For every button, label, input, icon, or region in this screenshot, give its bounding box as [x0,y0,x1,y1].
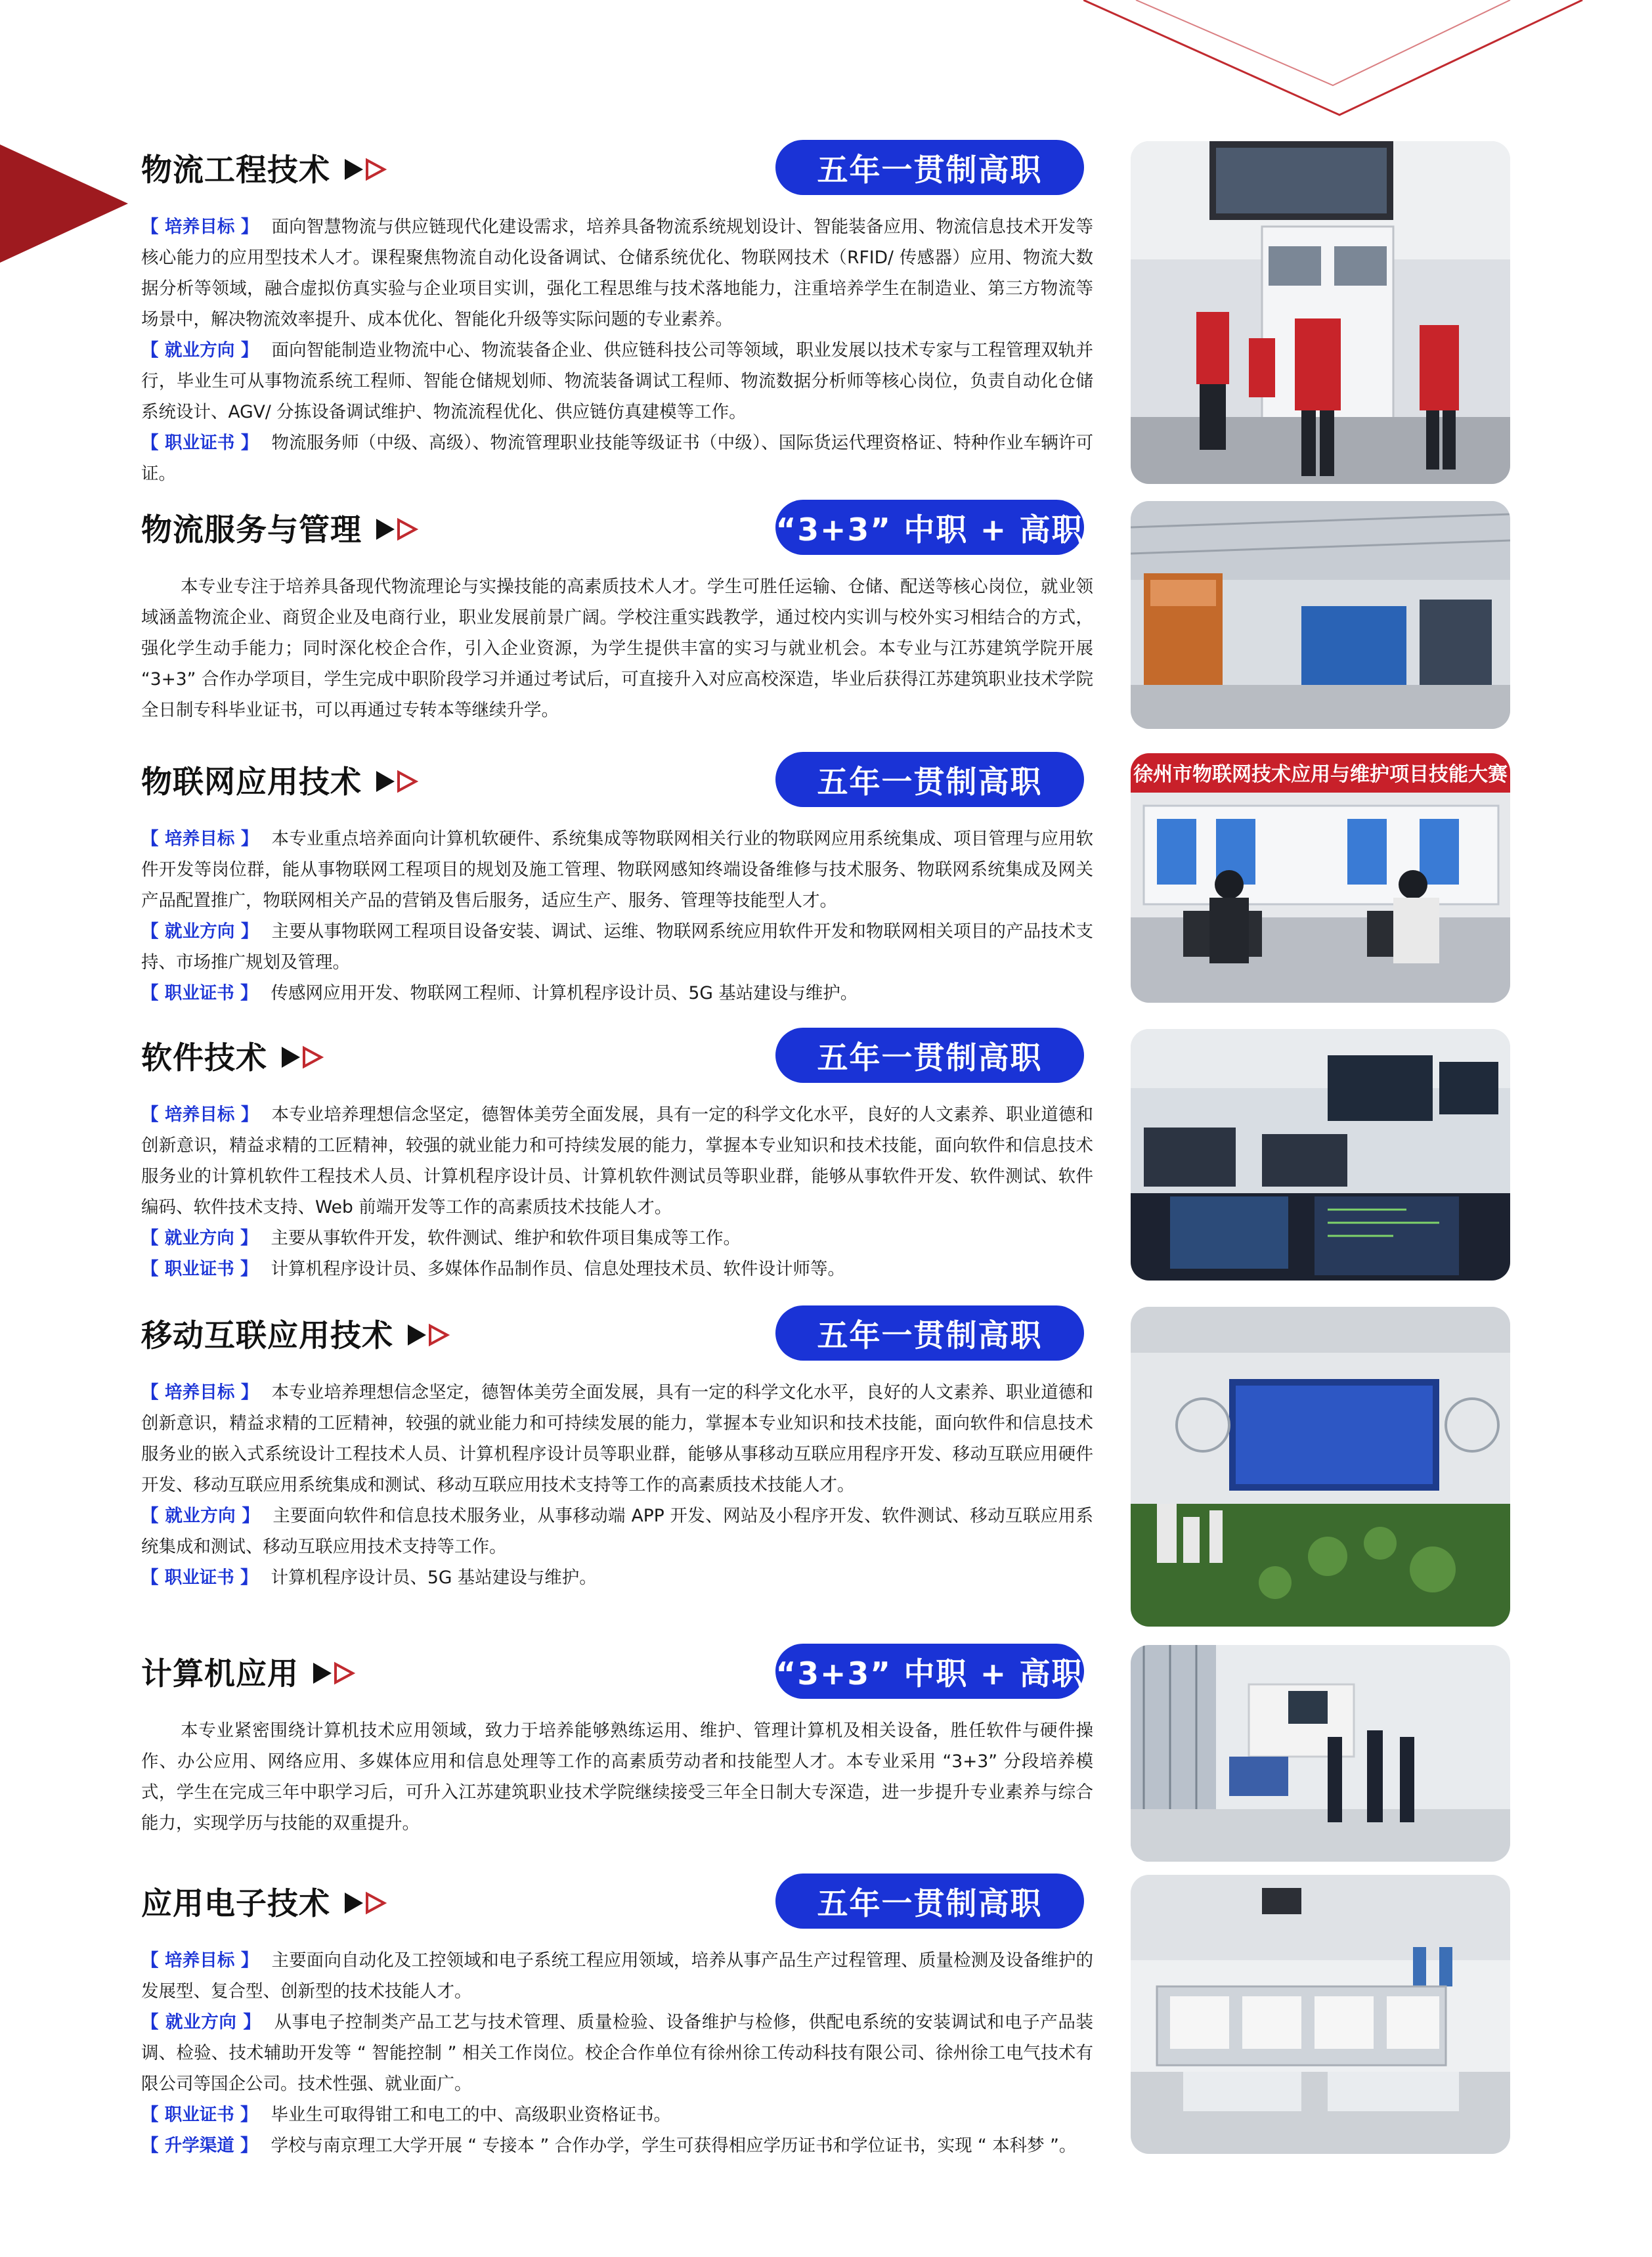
section-body [141,211,1093,489]
section-title: 移动互联应用技术 [141,1310,454,1356]
list-item: 【 职业证书 】 传感网应用开发、物联网工程师、计算机程序设计员、5G 基站建设与维护。 [141,983,858,1003]
program-badge: 五年一贯制高职 [775,1305,1084,1361]
play-arrows-icon [345,1888,391,1914]
list-item: 【 就业方向 】 主要从事软件开发，软件测试、维护和软件项目集成等工作。 [141,1228,741,1248]
list-item: 【 就业方向 】 从事电子控制类产品工艺与技术管理、质量检验、设备维护与检修，供配电系统的安装调试和电子产品装调、检验、技术辅助开发等 “ 智能控制 ” 相关工作岗位。校企合作单位有徐州徐工传动科技有限公司、徐州徐工电气技术有限公司等国企公司。技术性强、就业面广。 [141,2012,1093,2094]
program-photo [1131,1029,1510,1281]
play-arrows-icon [313,1658,359,1684]
program-photo [1131,501,1510,729]
play-arrows-icon [376,766,422,793]
section-title: 应用电子技术 [141,1878,391,1924]
section-title: 软件技术 [141,1032,328,1078]
list-item: 【 职业证书 】 计算机程序设计员、5G 基站建设与维护。 [141,1567,597,1588]
section-body [141,1715,1093,1839]
section-title: 物联网应用技术 [141,756,422,802]
program-photo [1131,141,1510,484]
section-paragraph: 本专业专注于培养具备现代物流理论与实操技能的高素质技术人才。学生可胜任运输、仓储、配送等核心岗位，就业领域涵盖物流企业、商贸企业及电商行业，职业发展前景广阔。学校注重实践教学，通过校内实训与校外实习相结合的方式，强化学生动手能力；同时深化校企合作，引入企业资源，为学生提供丰富的实习与就业机会。本专业与江苏建筑学院开展 “3+3” 合作办学项目，学生完成中职阶段学习并通过考试后，可直接升入对应高校深造，毕业后获得江苏建筑职业技术学院全日制专科毕业证书，可以再通过专转本等继续升学。 [141,577,1093,720]
list-item: 【 培养目标 】 本专业培养理想信念坚定，德智体美劳全面发展，具有一定的科学文化水平，良好的人文素养、职业道德和创新意识，精益求精的工匠精神，较强的就业能力和可持续发展的能力，掌握本专业知识和技术技能，面向软件和信息技术服务业的计算机软件工程技术人员、计算机程序设计员、计算机软件测试员等职业群，能够从事软件开发、软件测试、软件编码、软件技术支持、Web 前端开发等工作的高素质技术技能人才。 [141,1105,1094,1217]
list-item: 【 培养目标 】 主要面向自动化及工控领域和电子系统工程应用领域，培养从事产品生产过程管理、质量检测及设备维护的发展型、复合型、创新型的技术技能人才。 [141,1950,1094,2002]
program-photo [1131,753,1510,1003]
list-item: 【 职业证书 】 物流服务师（中级、高级）、物流管理职业技能等级证书（中级）、国际货运代理资格证、特种作业车辆许可证。 [141,433,1094,484]
list-item: 【 升学渠道 】 学校与南京理工大学开展 “ 专接本 ” 合作办学，学生可获得相应学历证书和学位证书，实现 “ 本科梦 ”。 [141,2136,1077,2156]
list-item: 【 培养目标 】 面向智慧物流与供应链现代化建设需求，培养具备物流系统规划设计、智能装备应用、物流信息技术开发等核心能力的应用型技术人才。课程聚焦物流自动化设备调试、仓储系统优化、物联网技术（RFID/ 传感器）应用、物流大数据分析等领域，融合虚拟仿真实验与企业项目实训，强化工程思维与技术落地能力，注重培养学生在制造业、第三方物流等场景中，解决物流效率提升、成本优化、智能化升级等实际问题的专业素养。 [141,217,1094,330]
section-title: 计算机应用 [141,1648,359,1694]
program-photo [1131,1307,1510,1627]
section-body [141,571,1093,726]
image-banner-text: 徐州市物联网技术应用与维护项目技能大赛 [1133,763,1508,786]
program-badge: “3+3” 中职 + 高职 [775,1644,1084,1699]
decorative-lines [1083,0,1652,125]
list-item: 【 职业证书 】 计算机程序设计员、多媒体作品制作员、信息处理技术员、软件设计师等。 [141,1259,845,1279]
section-body [141,823,1093,1009]
list-item: 【 培养目标 】 本专业培养理想信念坚定，德智体美劳全面发展，具有一定的科学文化水平，良好的人文素养、职业道德和创新意识，精益求精的工匠精神，较强的就业能力和可持续发展的能力，掌握本专业知识和技术技能，面向软件和信息技术服务业的嵌入式系统设计工程技术人员、计算机程序设计员等职业群，能够从事移动互联应用程序开发、移动互联应用硬件开发、移动互联应用系统集成和测试、移动互联应用技术支持等工作的高素质技术技能人才。 [141,1382,1094,1495]
play-arrows-icon [282,1042,328,1068]
program-badge: “3+3” 中职 + 高职 [775,500,1084,555]
play-arrows-icon [408,1320,454,1346]
program-badge: 五年一贯制高职 [775,1874,1084,1929]
program-photo [1131,1645,1510,1862]
list-item: 【 就业方向 】 面向智能制造业物流中心、物流装备企业、供应链科技公司等领域，职业发展以技术专家与工程管理双轨并行，毕业生可从事物流系统工程师、智能仓储规划师、物流装备调试工程师、物流数据分析师等核心岗位，负责自动化仓储系统设计、AGV/ 分拣设备调试维护、物流流程优化、供应链仿真建模等工作。 [141,340,1094,422]
play-arrows-icon [345,154,391,181]
play-arrows-icon [376,514,422,540]
list-item: 【 职业证书 】 毕业生可取得钳工和电工的中、高级职业资格证书。 [141,2105,671,2125]
program-photo [1131,1875,1510,2154]
section-title: 物流服务与管理 [141,504,422,550]
section-body [141,1377,1093,1593]
list-item: 【 就业方向 】 主要从事物联网工程项目设备安装、调试、运维、物联网系统应用软件开发和物联网相关项目的产品技术支持、市场推广规划及管理。 [141,921,1094,973]
section-body [141,1099,1093,1284]
program-badge: 五年一贯制高职 [775,752,1084,807]
section-title: 物流工程技术 [141,144,391,190]
decorative-red-triangle [0,144,131,263]
list-item: 【 培养目标 】 本专业重点培养面向计算机软硬件、系统集成等物联网相关行业的物联网应用系统集成、项目管理与应用软件开发等岗位群，能从事物联网工程项目的规划及施工管理、物联网感知终端设备维修与技术服务、物联网系统集成及网关产品配置推广，物联网相关产品的营销及售后服务，适应生产、服务、管理等技能型人才。 [141,829,1094,911]
section-body [141,1945,1093,2161]
program-badge: 五年一贯制高职 [775,140,1084,195]
section-paragraph: 本专业紧密围绕计算机技术应用领域，致力于培养能够熟练运用、维护、管理计算机及相关设备，胜任软件与硬件操作、办公应用、网络应用、多媒体应用和信息处理等工作的高素质劳动者和技能型人才。本专业采用 “3+3” 分段培养模式，学生在完成三年中职学习后，可升入江苏建筑职业技术学院继续接受三年全日制大专深造，进一步提升专业素养与综合能力，实现学历与技能的双重提升。 [141,1720,1093,1833]
program-badge: 五年一贯制高职 [775,1028,1084,1083]
list-item: 【 就业方向 】 主要面向软件和信息技术服务业，从事移动端 APP 开发、网站及小程序开发、软件测试、移动互联应用系统集成和测试、移动互联应用技术支持等工作。 [141,1506,1094,1557]
